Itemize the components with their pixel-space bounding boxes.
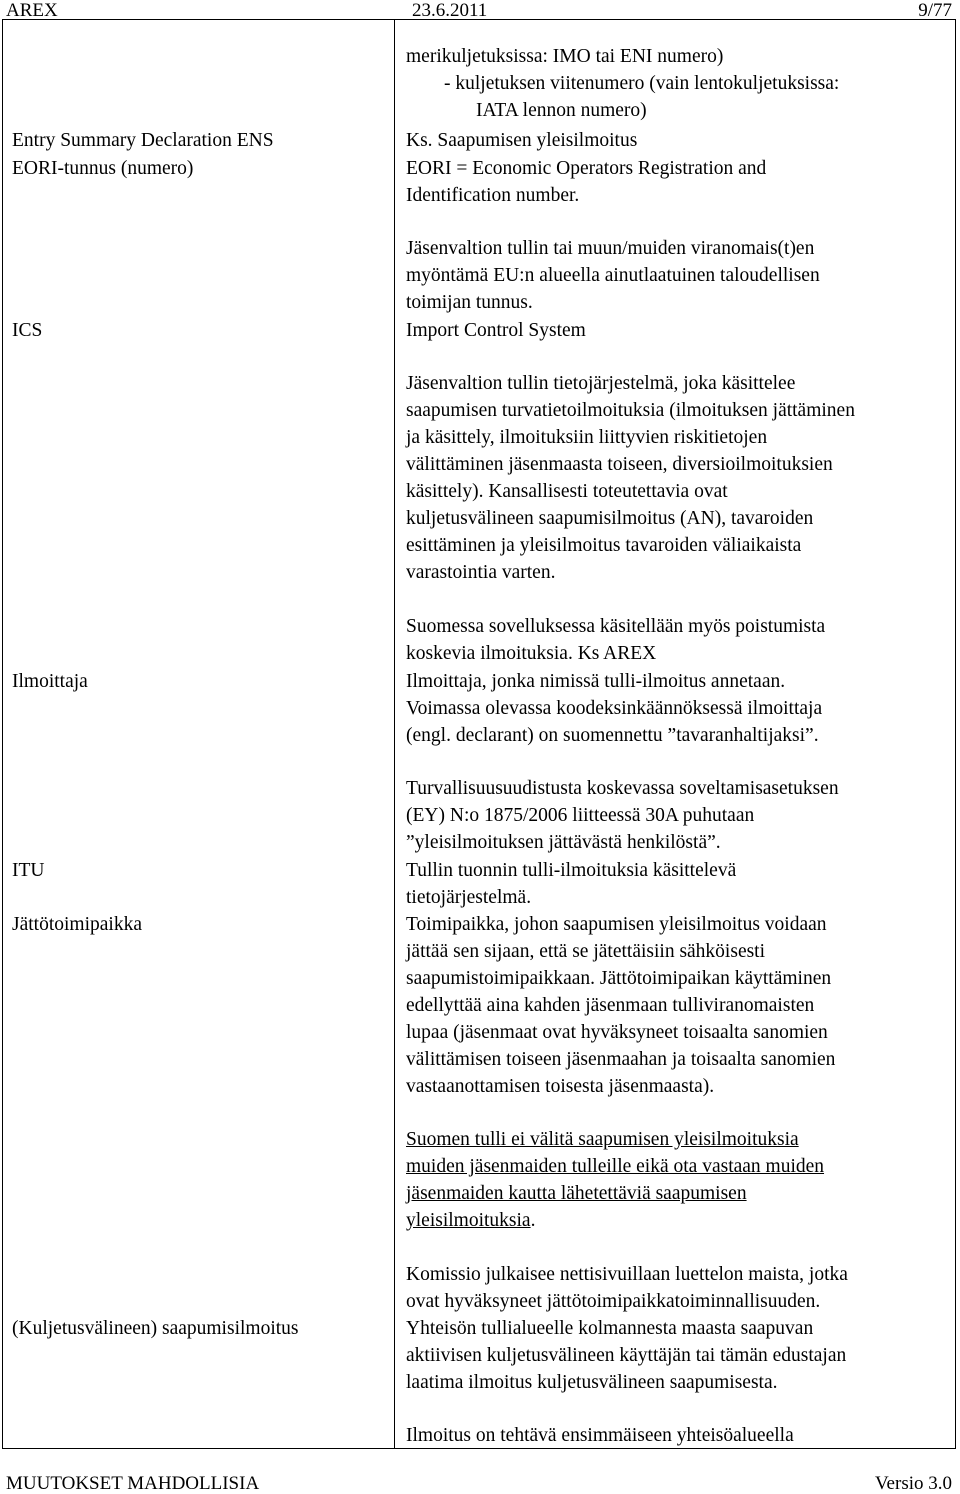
- underlined-note-text: yleisilmoituksia: [406, 1210, 531, 1231]
- header-page-number: 9/77: [918, 0, 952, 21]
- definition-line: Jäsenvaltion tullin tietojärjestelmä, joka käsittelee: [406, 373, 796, 394]
- definition-line: käsittely). Kansallisesti toteutettavia ovat: [406, 481, 728, 502]
- definition-line: myöntämä EU:n alueella ainutlaatuinen taloudellisen: [406, 265, 820, 286]
- definition-line: Komissio julkaisee nettisivuillaan luettelon maista, jotka: [406, 1264, 848, 1285]
- definition-line: Voimassa olevassa koodeksinkäännöksessä ilmoittaja: [406, 698, 823, 719]
- definition-line: vastaanottamisen toisesta jäsenmaasta).: [406, 1076, 715, 1097]
- definition-line: Yhteisön tullialueelle kolmannesta maasta saapuvan: [406, 1318, 814, 1339]
- definition-line: esittäminen ja yleisilmoitus tavaroiden väliaikaista: [406, 535, 802, 556]
- definition-line: Ilmoittaja, jonka nimissä tulli-ilmoitus annetaan.: [406, 671, 786, 692]
- term-ics: ICS: [12, 320, 43, 341]
- definition-line: (engl. declarant) on suomennettu ”tavaranhaltijaksi”.: [406, 725, 819, 746]
- column-divider: [394, 19, 395, 1449]
- definition-line: Identification number.: [406, 185, 580, 206]
- definition-line: aktiivisen kuljetusvälineen käyttäjän tai tämän edustajan: [406, 1345, 847, 1366]
- definition-line: IATA lennon numero): [476, 100, 647, 121]
- definition-line: Ks. Saapumisen yleisilmoitus: [406, 130, 638, 151]
- definition-line: toimijan tunnus.: [406, 292, 533, 313]
- term-saapumisilmoitus: (Kuljetusvälineen) saapumisilmoitus: [12, 1318, 299, 1339]
- definition-line: laatima ilmoitus kuljetusvälineen saapumisesta.: [406, 1372, 778, 1393]
- definition-line: - kuljetuksen viitenumero (vain lentokuljetuksissa:: [444, 73, 840, 94]
- definition-line: (EY) N:o 1875/2006 liitteessä 30A puhutaan: [406, 805, 755, 826]
- underlined-note-line: Suomen tulli ei välitä saapumisen yleisilmoituksia: [406, 1129, 799, 1150]
- term-ilmoittaja: Ilmoittaja: [12, 671, 88, 692]
- definition-line: Turvallisuusuudistusta koskevassa soveltamisasetuksen: [406, 778, 839, 799]
- definition-line: EORI = Economic Operators Registration and: [406, 158, 767, 179]
- definition-line: Toimipaikka, johon saapumisen yleisilmoitus voidaan: [406, 914, 827, 935]
- definition-line: ja käsittely, ilmoituksiin liittyvien riskitietojen: [406, 427, 768, 448]
- term-eori: EORI-tunnus (numero): [12, 158, 194, 179]
- footer-version: Versio 3.0: [874, 1473, 952, 1494]
- term-jattotoimipaikka: Jättötoimipaikka: [12, 914, 142, 935]
- definition-line: saapumistoimipaikkaan. Jättötoimipaikan käyttäminen: [406, 968, 832, 989]
- term-itu: ITU: [12, 860, 45, 881]
- underlined-note-line: jäsenmaiden kautta lähetettäviä saapumisen: [406, 1183, 747, 1204]
- page-footer: [0, 1474, 960, 1494]
- definition-line: tietojärjestelmä.: [406, 887, 532, 908]
- definition-line: koskevia ilmoituksia. Ks AREX: [406, 643, 657, 664]
- definition-line: edellyttää aina kahden jäsenmaan tulliviranomaisten: [406, 995, 815, 1016]
- underlined-note-period: .: [530, 1210, 536, 1231]
- footer-notice: MUUTOKSET MAHDOLLISIA: [6, 1473, 260, 1494]
- definition-line: välittäminen jäsenmaasta toiseen, diversioilmoituksien: [406, 454, 833, 475]
- header-date: 23.6.2011: [412, 0, 488, 21]
- definition-line: Suomessa sovelluksessa käsitellään myös poistumista: [406, 616, 826, 637]
- definition-line: ovat hyväksyneet jättötoimipaikkatoiminnallisuuden.: [406, 1291, 821, 1312]
- definition-line: kuljetusvälineen saapumisilmoitus (AN), tavaroiden: [406, 508, 814, 529]
- definition-line: Import Control System: [406, 320, 586, 341]
- header-doc-name: AREX: [6, 0, 58, 21]
- term-ens: Entry Summary Declaration ENS: [12, 130, 274, 151]
- definition-line: varastointia varten.: [406, 562, 556, 583]
- definition-line: Tullin tuonnin tulli-ilmoituksia käsittelevä: [406, 860, 737, 881]
- definition-line: välittämisen toiseen jäsenmaahan ja toisaalta sanomien: [406, 1049, 836, 1070]
- definition-line: Jäsenvaltion tullin tai muun/muiden viranomais(t)en: [406, 238, 815, 259]
- definition-line: jättää sen sijaan, että se jätettäisiin sähköisesti: [406, 941, 766, 962]
- definition-line: ”yleisilmoituksen jättävästä henkilöstä”.: [406, 832, 721, 853]
- definition-line: merikuljetuksissa: IMO tai ENI numero): [406, 46, 724, 67]
- definition-line: saapumisen turvatietoilmoituksia (ilmoituksen jättäminen: [406, 400, 855, 421]
- underlined-note-line: muiden jäsenmaiden tulleille eikä ota vastaan muiden: [406, 1156, 825, 1177]
- definition-line: lupaa (jäsenmaat ovat hyväksyneet toisaalta sanomien: [406, 1022, 828, 1043]
- definition-line: Ilmoitus on tehtävä ensimmäiseen yhteisöalueella: [406, 1425, 794, 1446]
- underlined-note-last-line: [406, 1207, 535, 1234]
